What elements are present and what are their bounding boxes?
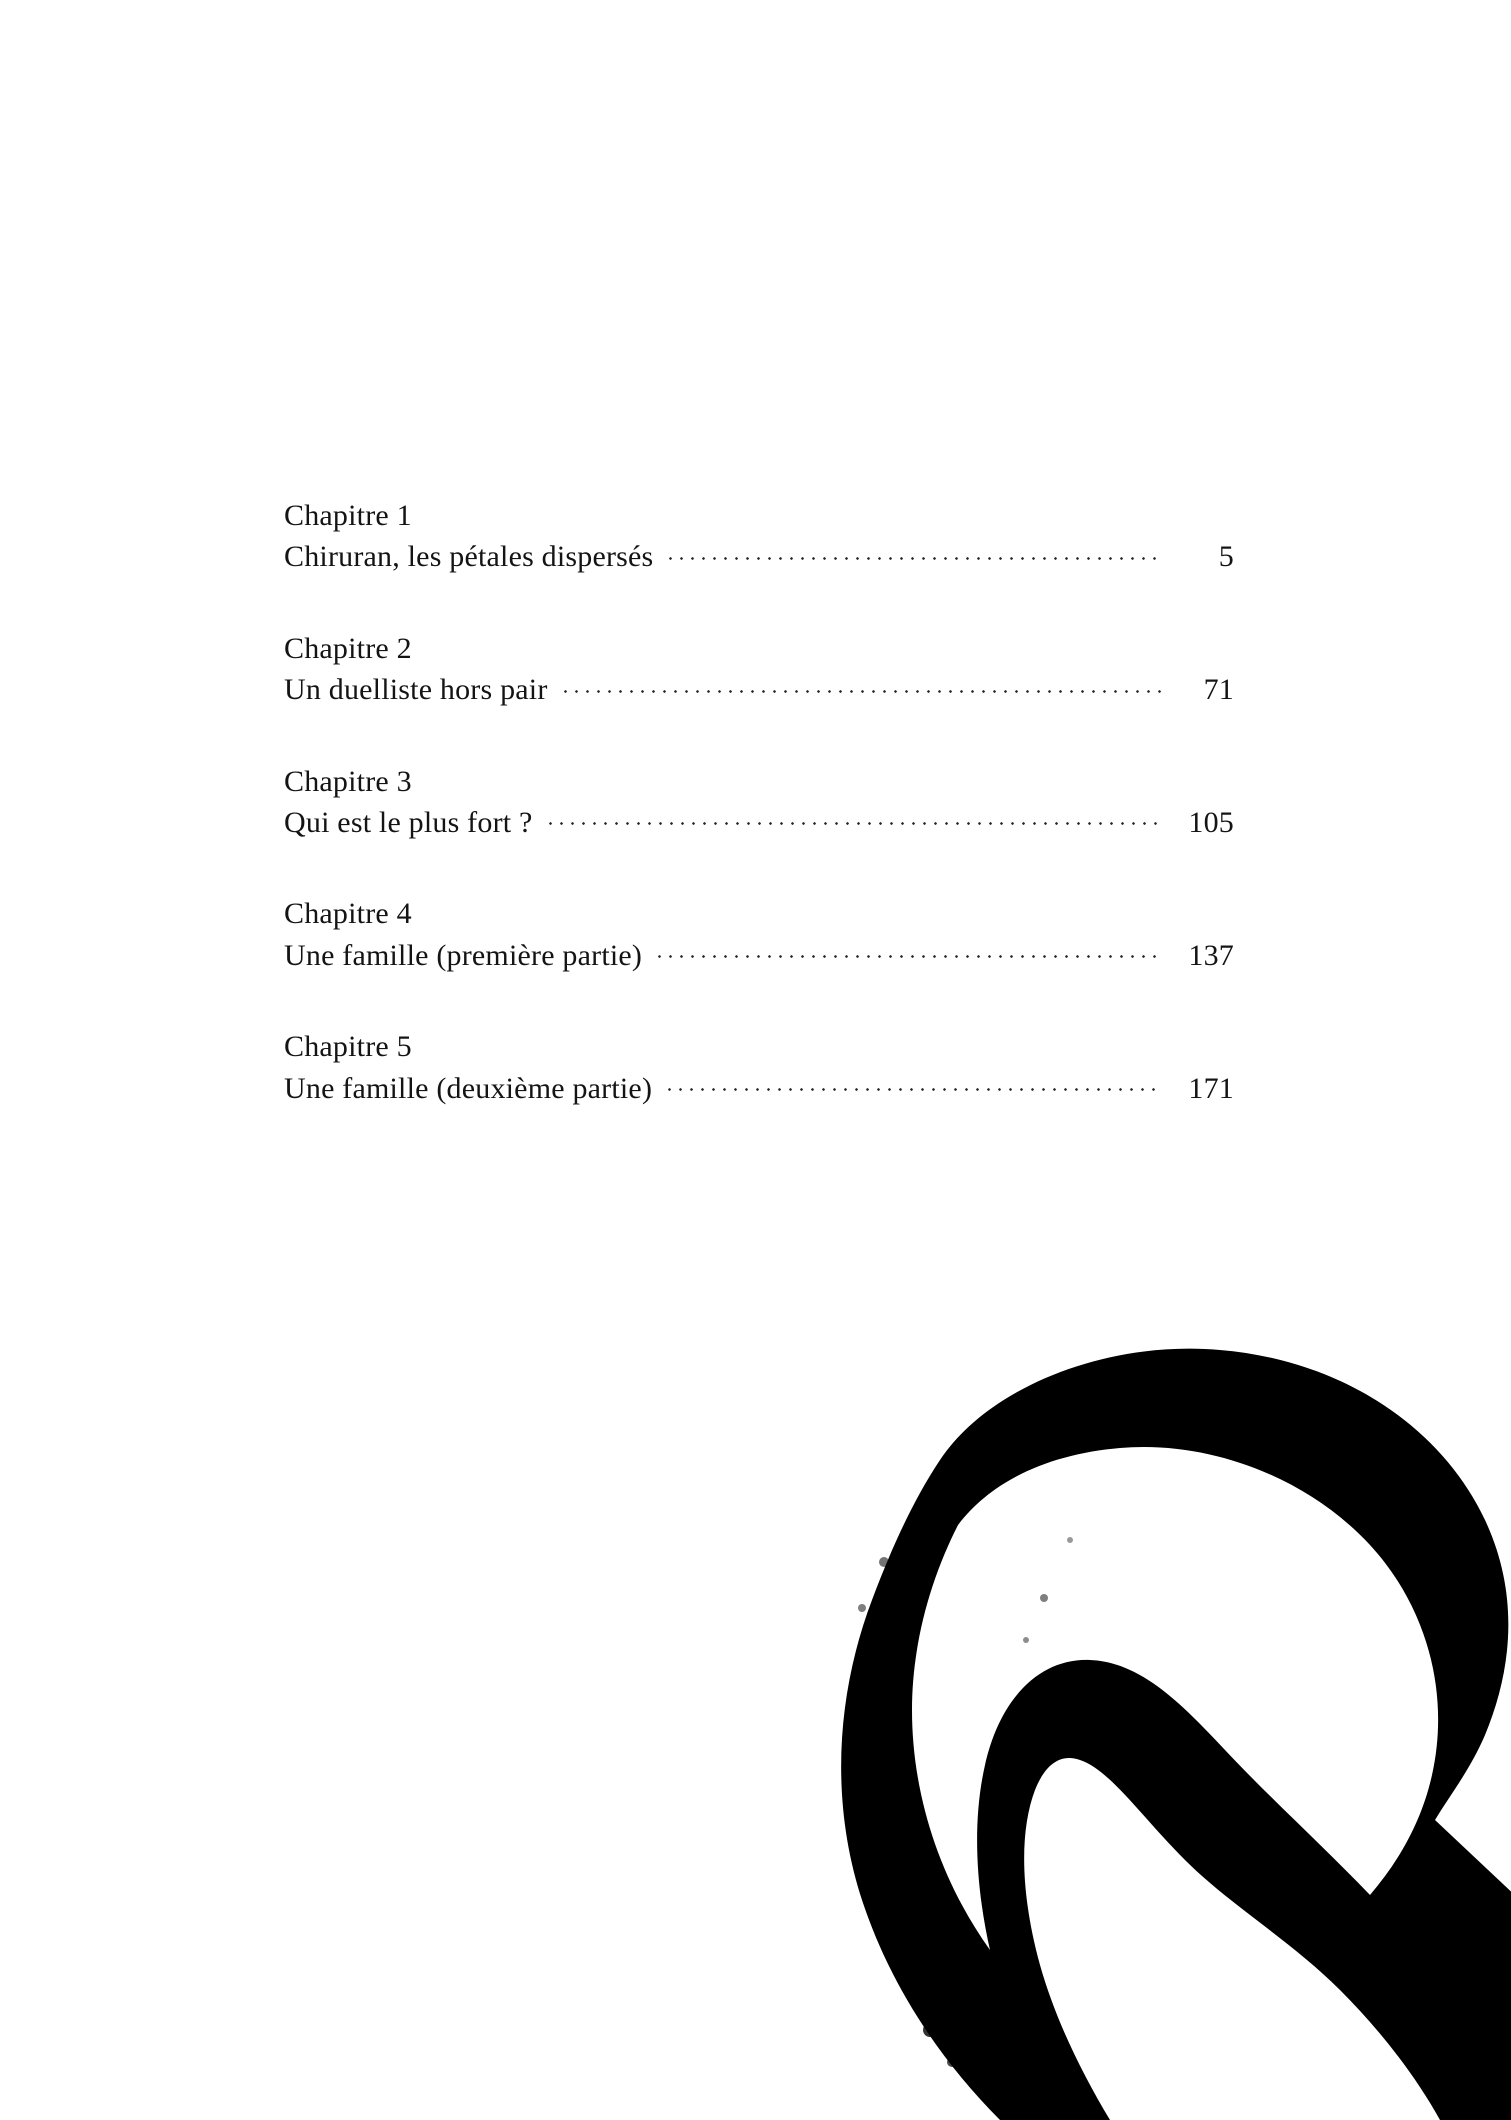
- table-of-contents: [284, 495, 1234, 1109]
- chapter-line: [284, 935, 1234, 976]
- chapter-label: Chapitre 3: [284, 764, 412, 798]
- toc-entry[interactable]: [284, 1026, 1234, 1109]
- chapter-title: Qui est le plus fort ?: [284, 805, 533, 839]
- toc-entry[interactable]: [284, 893, 1234, 976]
- page-number: 137: [1188, 938, 1234, 972]
- dot-leader: [665, 536, 1162, 566]
- chapter-label: Chapitre 2: [284, 631, 412, 665]
- dot-leader: [664, 1068, 1162, 1098]
- toc-entry[interactable]: [284, 628, 1234, 711]
- chapter-line: [284, 1068, 1234, 1109]
- chapter-title: Un duelliste hors pair: [284, 673, 548, 707]
- chapter-line: [284, 536, 1234, 577]
- toc-entry[interactable]: [284, 761, 1234, 844]
- ink-brush-stroke-icon: [640, 1340, 1511, 2120]
- page-number: 5: [1218, 540, 1234, 574]
- dot-leader: [560, 669, 1162, 699]
- chapter-label: Chapitre 4: [284, 897, 412, 931]
- page-number: 105: [1188, 805, 1234, 839]
- dot-leader: [545, 802, 1162, 832]
- chapter-label: Chapitre 1: [284, 499, 412, 532]
- page-number: 71: [1203, 673, 1234, 707]
- toc-entry[interactable]: [284, 495, 1234, 578]
- chapter-line: [284, 669, 1234, 710]
- chapter-title: Une famille (deuxième partie): [284, 1071, 653, 1105]
- page-number: 171: [1188, 1071, 1234, 1105]
- chapter-title: Chiruran, les pétales dispersés: [284, 540, 654, 574]
- chapter-label: Chapitre 5: [284, 1030, 412, 1064]
- dot-leader: [654, 935, 1162, 965]
- chapter-line: [284, 802, 1234, 843]
- chapter-title: Une famille (première partie): [284, 938, 643, 972]
